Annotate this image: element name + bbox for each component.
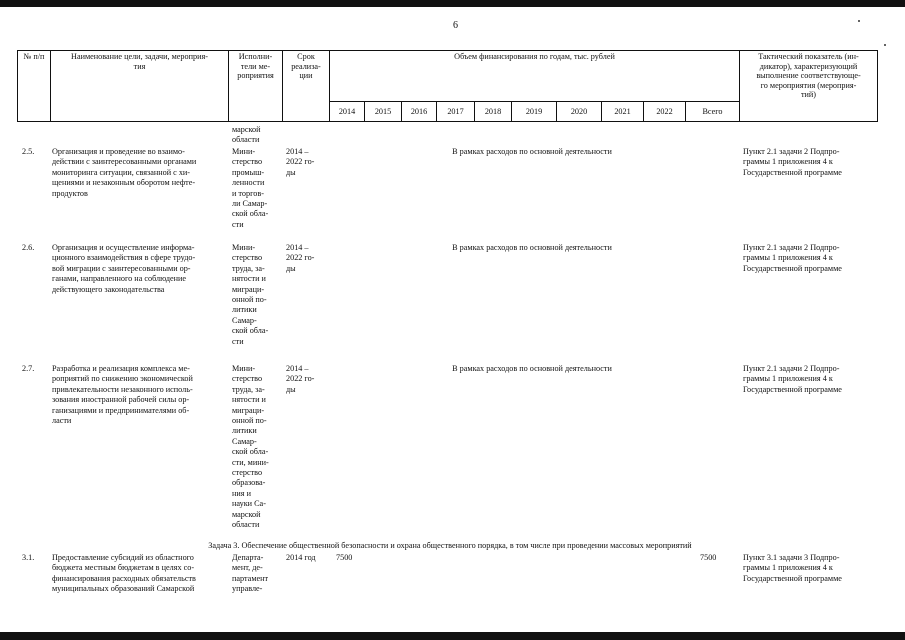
- row-finance-note: В рамках расходов по основной деятельности: [452, 364, 612, 373]
- row-indicator: Пункт 3.1 задачи 3 Подпро- граммы 1 приложения 4 к Государственной программе: [743, 553, 842, 583]
- row-number: 2.7.: [22, 364, 35, 373]
- row-term: 2014 – 2022 го- ды: [286, 364, 315, 394]
- carryover-executors: марской области: [232, 125, 261, 145]
- row-finance-note: В рамках расходов по основной деятельности: [452, 147, 612, 156]
- row-finance-note: В рамках расходов по основной деятельности: [452, 243, 612, 252]
- value-2014: 7500: [336, 553, 353, 562]
- header-indicator: Тактический показатель (ин- дикатор), характеризующий выполнение соответствующе- го мероприятия (мероприя- тий): [740, 51, 878, 122]
- header-num: № п/п: [18, 51, 51, 122]
- table-header: [17, 50, 878, 122]
- scan-speck: [884, 44, 886, 46]
- row-executors: Мини- стерство труда, за- нятости и миграци- онной по- литики Самар- ской обла- сти, мини- стерство образова- ния и науки Са- марской области: [232, 364, 269, 530]
- row-number: 2.5.: [22, 147, 35, 156]
- year-2020: 2020: [557, 101, 602, 121]
- row-executors: Департа- мент, де- партамент управле-: [232, 553, 269, 594]
- row-term: 2014 – 2022 го- ды: [286, 147, 315, 177]
- row-term: 2014 год: [286, 553, 316, 562]
- year-2017: 2017: [437, 101, 475, 121]
- year-2022: 2022: [644, 101, 686, 121]
- task-heading: Задача 3. Обеспечение общественной безопасности и охрана общественного порядка, в том числе при проведении массовых мероприятий: [208, 541, 692, 550]
- value-total: 7500: [700, 553, 717, 562]
- row-indicator: Пункт 2.1 задачи 2 Подпро- граммы 1 приложения 4 к Государственной программе: [743, 243, 842, 273]
- row-executors: Мини- стерство промыш- ленности и торгов- ли Самар- ской обла- сти: [232, 147, 269, 229]
- row-name: Предоставление субсидий из областного бюджета местным бюджетам в целях со- финансирования расходных обязательств муниципальных образований Самарской: [52, 553, 196, 594]
- year-2014: 2014: [330, 101, 365, 121]
- page-top-border: [0, 0, 905, 7]
- year-2015: 2015: [365, 101, 402, 121]
- header-finance: Объем финансирования по годам, тыс. рублей: [330, 51, 740, 102]
- row-indicator: Пункт 2.1 задачи 2 Подпро- граммы 1 приложения 4 к Государственной программе: [743, 364, 842, 394]
- row-indicator: Пункт 2.1 задачи 2 Подпро- граммы 1 приложения 4 к Государственной программе: [743, 147, 842, 177]
- year-2019: 2019: [512, 101, 557, 121]
- row-name: Организация и осуществление информа- ционного взаимодействия в сфере трудо- вой миграции с заинтересованными ор- ганами, направленного на соблюдение действующего законодательства: [52, 243, 196, 294]
- row-name: Разработка и реализация комплекса ме- роприятий по снижению экономической привлекательности незаконного исполь- зования иностранной рабочей силы ор- ганизациями и предпринимателями об- ласти: [52, 364, 193, 426]
- page-number: 6: [453, 20, 458, 31]
- year-2016: 2016: [402, 101, 437, 121]
- row-executors: Мини- стерство труда, за- нятости и миграци- онной по- литики Самар- ской обла- сти: [232, 243, 269, 346]
- scan-speck: [858, 20, 860, 22]
- header-term: Срок реализа- ции: [283, 51, 330, 122]
- header-name: Наименование цели, задачи, мероприя- тия: [51, 51, 229, 122]
- year-total: Всего: [686, 101, 740, 121]
- year-2021: 2021: [602, 101, 644, 121]
- header-executors: Исполни- тели ме- роприятия: [229, 51, 283, 122]
- row-name: Организация и проведение во взаимо- действии с заинтересованными органами мониторинга ситуации, связанной с хи- щениями и незаконным оборотом нефте- продуктов: [52, 147, 197, 198]
- year-2018: 2018: [475, 101, 512, 121]
- row-number: 3.1.: [22, 553, 35, 562]
- page-bottom-border: [0, 632, 905, 640]
- row-term: 2014 – 2022 го- ды: [286, 243, 315, 273]
- row-number: 2.6.: [22, 243, 35, 252]
